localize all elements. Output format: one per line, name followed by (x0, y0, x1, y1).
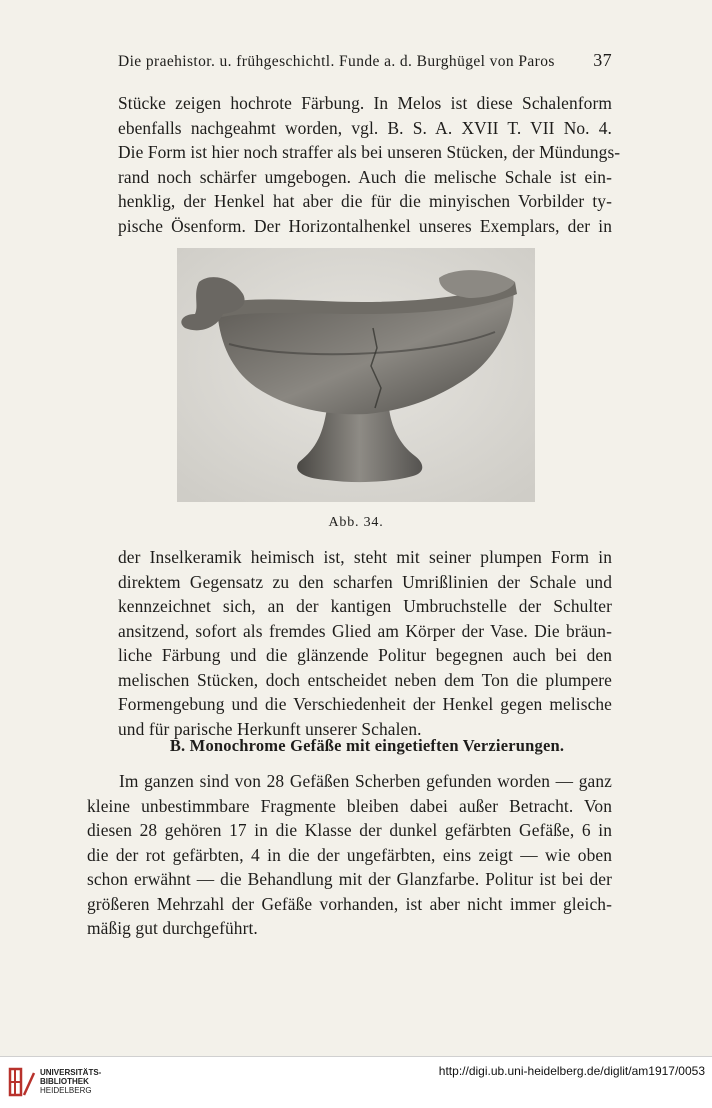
text-line: Stücke zeigen hochrote Färbung. In Melos ist diese Schalenform (118, 93, 612, 113)
permalink-url[interactable]: http://digi.ub.uni-heidelberg.de/diglit/am1917/0053 (438, 1064, 705, 1078)
text-line: liche Färbung und die glänzende Politur begegnen auch bei den (118, 645, 612, 665)
text-line: henklig, der Henkel hat aber die für die minyischen Vorbilder ty- (118, 191, 612, 211)
paragraph-mid (118, 545, 612, 741)
text-line: und für parische Herkunft unserer Schalen. (118, 718, 422, 739)
text-line: kennzeichnet sich, an der kantigen Umbruchstelle der Schulter (118, 596, 612, 616)
figure-vessel-photo (177, 248, 535, 502)
text-line: schon erwähnt — die Behandlung mit der Glanzfarbe. Politur ist bei der (87, 869, 612, 889)
viewer-footer (0, 1056, 712, 1108)
text-line: kleine unbestimmbare Fragmente bleiben dabei außer Betracht. Von (87, 795, 612, 816)
paragraph-bottom (87, 769, 612, 941)
library-name-line: UNIVERSITÄTS- (40, 1068, 102, 1077)
text-line: der Inselkeramik heimisch ist, steht mit seiner plumpen Form in (118, 547, 612, 567)
text-line: direktem Gegensatz zu den scharfen Umrißlinien der Schale und (118, 571, 612, 592)
running-header (118, 50, 612, 71)
text-line: größeren Mehrzahl der Gefäße vorhanden, ist aber nicht immer gleich- (87, 893, 612, 914)
running-title: Die praehistor. u. frühgeschichtl. Funde a. d. Burghügel von Paros (118, 53, 555, 70)
text-line: ansitzend, sofort als fremdes Glied am Körper der Vase. Die bräun- (118, 620, 612, 641)
library-logo-icon (7, 1065, 37, 1099)
text-line: Formengebung und die Verschiedenheit der Henkel gegen melische (118, 694, 612, 714)
text-line: ebenfalls nachgeahmt worden, vgl. B. S. A. XVII T. VII No. 4. (118, 117, 612, 138)
library-name-line: HEIDELBERG (40, 1086, 92, 1095)
text-line: Im ganzen sind von 28 Gefäßen Scherben gefunden worden — ganz (119, 771, 612, 791)
section-heading: B. Monochrome Gefäße mit eingetieften Verzierungen. (169, 736, 565, 755)
paragraph-top (118, 91, 621, 238)
figure-caption: Abb. 34. (328, 515, 384, 530)
text-line: diesen 28 gehören 17 in die Klasse der dunkel gefärbten Gefäße, 6 in (87, 820, 612, 840)
text-line: mäßig gut durchgeführt. (87, 918, 258, 938)
text-line: rand noch schärfer umgebogen. Auch die melische Schale ist ein- (118, 166, 612, 187)
text-line: melischen Stücken, doch entscheidet neben dem Ton die plumpere (118, 669, 612, 690)
text-line: die der rot gefärbten, 4 in die der ungefärbten, eins zeigt — wie oben (87, 844, 612, 865)
text-line: Die Form ist hier noch straffer als bei unseren Stücken, der Mündungs- (118, 142, 621, 162)
library-name (40, 1068, 101, 1095)
library-name-line: BIBLIOTHEK (40, 1077, 89, 1086)
page-number: 37 (593, 50, 612, 70)
vessel-illustration (177, 248, 535, 502)
text-line: pische Ösenform. Der Horizontalhenkel unseres Exemplars, der in (118, 215, 612, 236)
